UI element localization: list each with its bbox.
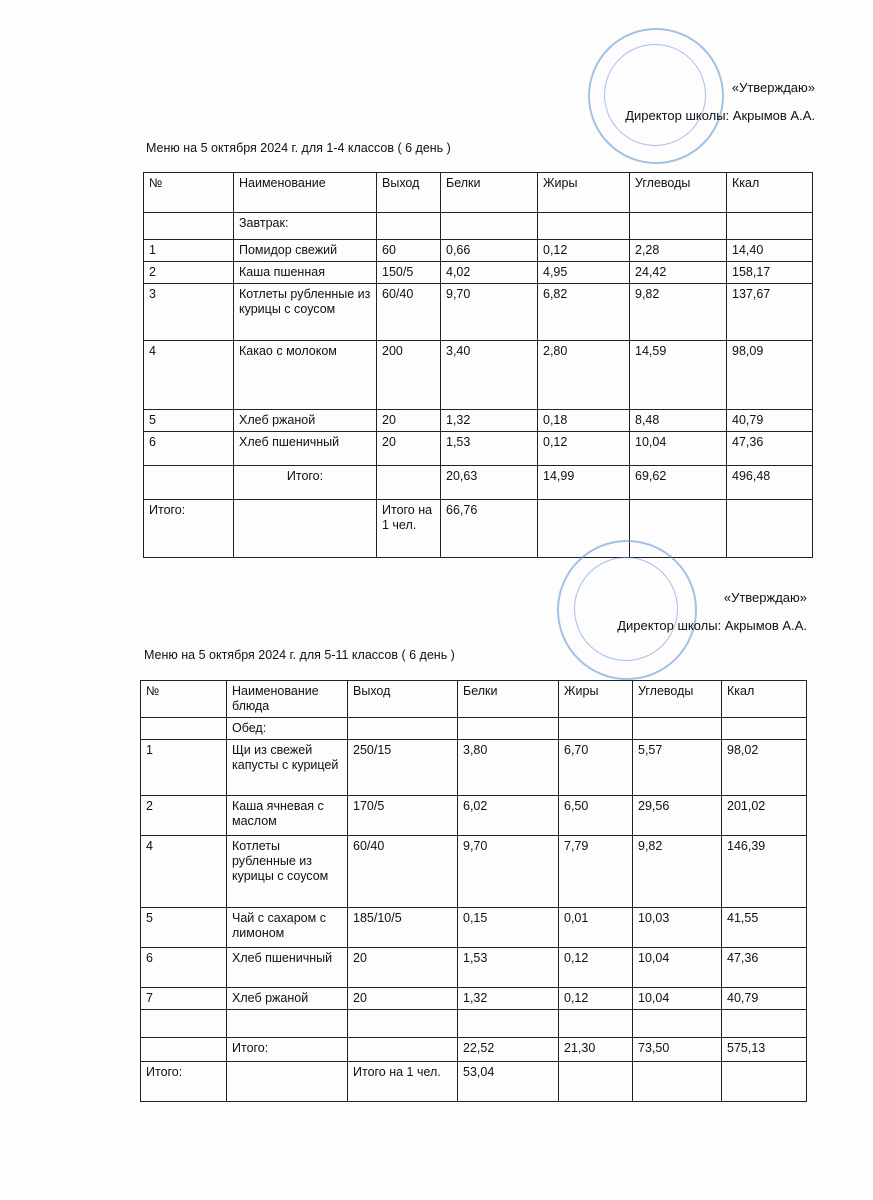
total-carbs: 69,62 (630, 466, 727, 500)
approval-line: «Утверждаю» (731, 80, 815, 95)
menu-table-2 (140, 680, 807, 1102)
total-label: Итого: (227, 1038, 348, 1062)
dish-fat: 4,95 (538, 262, 630, 284)
table-row (141, 908, 807, 948)
dish-name: Котлеты рубленные из курицы с соусом (234, 284, 377, 341)
approval-block-1 (625, 74, 815, 130)
header-cell: № (144, 173, 234, 213)
dish-output: 150/5 (377, 262, 441, 284)
dish-carbs: 9,82 (633, 836, 722, 908)
dish-protein: 3,80 (458, 740, 559, 796)
meal-label: Завтрак: (234, 213, 377, 240)
row-number: 5 (144, 410, 234, 432)
dish-kcal: 98,02 (722, 740, 807, 796)
total-protein: 20,63 (441, 466, 538, 500)
meal-row (141, 718, 807, 740)
dish-name: Хлеб пшеничный (234, 432, 377, 466)
header-cell: № (141, 681, 227, 718)
dish-protein: 1,32 (458, 988, 559, 1010)
dish-kcal: 41,55 (722, 908, 807, 948)
dish-kcal: 47,36 (727, 432, 813, 466)
dish-name: Котлеты рубленные из курицы с соусом (227, 836, 348, 908)
table-row (144, 240, 813, 262)
total-kcal: 496,48 (727, 466, 813, 500)
director-line: Директор школы: Акрымов А.А. (617, 618, 807, 633)
director-line: Директор школы: Акрымов А.А. (625, 108, 815, 123)
dish-output: 20 (348, 988, 458, 1010)
row-number: 1 (141, 740, 227, 796)
header-cell: Наименование блюда (227, 681, 348, 718)
dish-output: 185/10/5 (348, 908, 458, 948)
row-number: 4 (144, 341, 234, 410)
dish-protein: 0,15 (458, 908, 559, 948)
dish-carbs: 29,56 (633, 796, 722, 836)
dish-name: Каша пшенная (234, 262, 377, 284)
dish-fat: 0,18 (538, 410, 630, 432)
dish-fat: 6,70 (559, 740, 633, 796)
table-row (141, 796, 807, 836)
dish-carbs: 24,42 (630, 262, 727, 284)
approval-line: «Утверждаю» (723, 590, 807, 605)
dish-carbs: 10,03 (633, 908, 722, 948)
dish-name: Щи из свежей капусты с курицей (227, 740, 348, 796)
header-cell: Белки (458, 681, 559, 718)
dish-kcal: 40,79 (727, 410, 813, 432)
dish-protein: 0,66 (441, 240, 538, 262)
dish-output: 250/15 (348, 740, 458, 796)
table-row (141, 948, 807, 988)
dish-name: Помидор свежий (234, 240, 377, 262)
row-number: 2 (141, 796, 227, 836)
dish-fat: 0,01 (559, 908, 633, 948)
dish-carbs: 10,04 (633, 988, 722, 1010)
dish-fat: 0,12 (559, 988, 633, 1010)
header-cell: Ккал (727, 173, 813, 213)
dish-carbs: 14,59 (630, 341, 727, 410)
dish-carbs: 2,28 (630, 240, 727, 262)
header-cell: Углеводы (630, 173, 727, 213)
dish-kcal: 201,02 (722, 796, 807, 836)
dish-fat: 6,82 (538, 284, 630, 341)
row-number: 6 (141, 948, 227, 988)
total-row (144, 466, 813, 500)
dish-carbs: 10,04 (630, 432, 727, 466)
total-carbs: 73,50 (633, 1038, 722, 1062)
row-number: 6 (144, 432, 234, 466)
row-number: 1 (144, 240, 234, 262)
dish-kcal: 158,17 (727, 262, 813, 284)
table-row (144, 262, 813, 284)
header-cell: Выход (377, 173, 441, 213)
dish-protein: 6,02 (458, 796, 559, 836)
dish-name: Чай с сахаром с лимоном (227, 908, 348, 948)
dish-output: 20 (377, 432, 441, 466)
dish-kcal: 47,36 (722, 948, 807, 988)
total-protein: 22,52 (458, 1038, 559, 1062)
total-fat: 14,99 (538, 466, 630, 500)
dish-output: 170/5 (348, 796, 458, 836)
header-cell: Ккал (722, 681, 807, 718)
dish-kcal: 40,79 (722, 988, 807, 1010)
empty-row (141, 1010, 807, 1038)
table-row (144, 432, 813, 466)
dish-output: 60/40 (348, 836, 458, 908)
header-cell: Жиры (538, 173, 630, 213)
menu-title-1: Меню на 5 октября 2024 г. для 1-4 классов ( 6 день ) (146, 141, 451, 155)
dish-protein: 9,70 (458, 836, 559, 908)
meal-label: Обед: (227, 718, 348, 740)
dish-carbs: 5,57 (633, 740, 722, 796)
table-row (144, 410, 813, 432)
total-label: Итого: (234, 466, 377, 500)
dish-protein: 9,70 (441, 284, 538, 341)
dish-name: Хлеб пшеничный (227, 948, 348, 988)
header-cell: Белки (441, 173, 538, 213)
dish-output: 60/40 (377, 284, 441, 341)
per-person-value: 53,04 (458, 1062, 559, 1102)
header-cell: Углеводы (633, 681, 722, 718)
per-person-row (144, 500, 813, 558)
dish-fat: 7,79 (559, 836, 633, 908)
table-header-row (141, 681, 807, 718)
total-kcal: 575,13 (722, 1038, 807, 1062)
header-cell: Выход (348, 681, 458, 718)
dish-name: Какао с молоком (234, 341, 377, 410)
dish-protein: 1,32 (441, 410, 538, 432)
total-fat: 21,30 (559, 1038, 633, 1062)
dish-fat: 2,80 (538, 341, 630, 410)
total-row (141, 1038, 807, 1062)
dish-name: Хлеб ржаной (227, 988, 348, 1010)
dish-kcal: 14,40 (727, 240, 813, 262)
dish-carbs: 9,82 (630, 284, 727, 341)
dish-carbs: 10,04 (633, 948, 722, 988)
row-number: 3 (144, 284, 234, 341)
dish-kcal: 146,39 (722, 836, 807, 908)
per-person-label: Итого: (141, 1062, 227, 1102)
row-number: 5 (141, 908, 227, 948)
menu-title-2: Меню на 5 октября 2024 г. для 5-11 классов ( 6 день ) (144, 648, 455, 662)
menu-table-1 (143, 172, 813, 558)
dish-protein: 1,53 (458, 948, 559, 988)
dish-output: 20 (377, 410, 441, 432)
header-cell: Наименование (234, 173, 377, 213)
dish-output: 60 (377, 240, 441, 262)
dish-kcal: 98,09 (727, 341, 813, 410)
dish-output: 20 (348, 948, 458, 988)
dish-name: Каша ячневая с маслом (227, 796, 348, 836)
per-person-value: 66,76 (441, 500, 538, 558)
per-person-text: Итого на 1 чел. (377, 500, 441, 558)
dish-fat: 0,12 (538, 240, 630, 262)
row-number: 2 (144, 262, 234, 284)
row-number: 7 (141, 988, 227, 1010)
row-number: 4 (141, 836, 227, 908)
dish-name: Хлеб ржаной (234, 410, 377, 432)
meal-row (144, 213, 813, 240)
table-row (141, 988, 807, 1010)
table-row (141, 836, 807, 908)
dish-output: 200 (377, 341, 441, 410)
per-person-text: Итого на 1 чел. (348, 1062, 458, 1102)
header-cell: Жиры (559, 681, 633, 718)
approval-block-2 (617, 584, 807, 640)
dish-fat: 6,50 (559, 796, 633, 836)
table-row (144, 341, 813, 410)
dish-fat: 0,12 (538, 432, 630, 466)
dish-protein: 1,53 (441, 432, 538, 466)
dish-protein: 4,02 (441, 262, 538, 284)
dish-carbs: 8,48 (630, 410, 727, 432)
table-header-row (144, 173, 813, 213)
dish-fat: 0,12 (559, 948, 633, 988)
dish-protein: 3,40 (441, 341, 538, 410)
per-person-row (141, 1062, 807, 1102)
dish-kcal: 137,67 (727, 284, 813, 341)
table-row (144, 284, 813, 341)
table-row (141, 740, 807, 796)
per-person-label: Итого: (144, 500, 234, 558)
